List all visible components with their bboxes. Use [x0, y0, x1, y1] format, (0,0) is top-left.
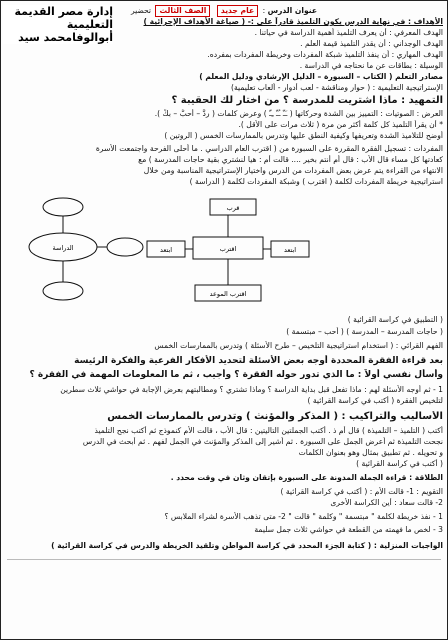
network-center-label: الدراسة	[52, 244, 74, 252]
line-29: 2- قالت سعاد : أين الكراسة الأخرى	[330, 498, 443, 507]
network-node-top	[43, 198, 83, 216]
line-7: التمهيد : ماذا اشتريت للمدرسة ؟ من اختار لك الحقيبة ؟	[171, 95, 443, 106]
lesson-title-value: عام جديد	[217, 5, 258, 17]
line-28: التقويم : 1- قالت الأم : ( أكتب في كراسة القرائية )	[280, 487, 443, 496]
line-0: الأهداف : في نهاية الدرس يكون التلميذ قادراً على :- ( صياغة الأهداف الإجرائية )	[143, 17, 443, 26]
line-23: أكتب ( التلميذ – التلميذة ) قال أم ذ . أكتب الجملتين التاليتين : قال الأب ، قالت الأم كنموذج ثم أكتب نجح التلميذ	[94, 426, 443, 435]
blank-area	[7, 559, 441, 630]
school-stamp	[3, 5, 113, 44]
lesson-title-label: عنوان الدرس	[267, 6, 318, 15]
line-21: لتلخيص الفقرة ( أكتب في كراسة القرائية )	[307, 396, 443, 405]
teacher-label: تحضير	[130, 6, 152, 15]
map-center-label: اقترب	[219, 245, 237, 253]
line-17: الفهم القرائي : ( استخدام استراتيجية التلخيص – طرح الأسئلة ) وتدرس بالممارسات الخمس	[154, 341, 443, 350]
line-8: العرض : الصوتيات : التمييز بين الشدة وحركاتها ( ـَـّ ـُـّ ـِـّ ) وعرض كلمات ( ردَّ – أحبُّ – بكِّ ).	[154, 109, 443, 118]
line-15: ( التطبيق في كراسة القرائية )	[347, 315, 443, 324]
line-6: الإستراتيجية التعليمية : ( حوار ومناقشة - لعب أدوار - ألعاب تعليمية)	[231, 83, 443, 92]
grade-label: الصف الثالث	[155, 5, 210, 17]
line-12: كعادتها كل مساء قال الأب : قال أم أنتم بخير .... قالت أم : هيا لنشتري بقية حاجات المدرسة ) مع	[138, 155, 443, 164]
stamp-line-2: أبوالوفامحمد سيد	[18, 31, 113, 44]
map-bottom-label: اقترب الموعد	[209, 290, 247, 298]
line-5: مصادر التعلم ( الكتاب – السبورة – الدليل الإرشادي ودليل المعلم )	[199, 72, 443, 81]
stamp-line-1: إدارة مصر القديمة التعليمية	[14, 5, 113, 31]
lesson-header: عنوان الدرس : عام جديد الصف الثالث تحضير	[130, 6, 318, 15]
network-node-bottom	[43, 282, 83, 300]
map-top-label: قرب	[226, 204, 240, 212]
line-13: الانتهاء من القراءة يتم عرض بعض المفردات من الدرس واختيار الإستراتيجية المناسبة ومن خلال	[143, 166, 443, 175]
line-2: الهدف الوجداني : أن يقدر التلميذ قيمة العلم .	[300, 39, 443, 48]
line-3: الهدف المهاري : أن ينفذ التلميذ شبكة المفردات وخريطة المفردات بمفرده.	[207, 50, 443, 59]
line-32: الواجبات المنزلية : ( كتابة الجزء المحدد في كراسة المواطن وتلقيد الخريطة والدرس في كراسة القرائية )	[51, 541, 443, 550]
line-24: نجحت التلميذة ثم أعرض الجمل على السبورة . ثم أشير إلى المذكر والمؤنث في الجمل لفهم . ثم أبحث في الدرس	[82, 437, 443, 446]
line-10: أوضح للتلاميذ الشدة وتعريفها وكيفية النطق عليها وتدرس بالممارسات الخمس ( الروتين )	[164, 131, 443, 140]
line-31: 3 - لخص ما فهمته من القطعة في حواشي ثلاث جمل سليمة	[254, 525, 443, 534]
line-22: الأساليب والتراكيب : ( المذكر والمؤنث ) وتدرس بالممارسات الخمس	[107, 411, 443, 422]
line-30: 1 - نفذ خريطة لكلمة " مبتسمة " وكلمة " قالت " 2- متى تذهب الأسرة لشراء الملابس ؟	[164, 512, 443, 521]
line-4: الوسيلة : بطاقات عن ما نحتاجه في الدراسة .	[299, 61, 443, 70]
line-16: ( حاجات المدرسة – المدرسة ) ( أحب – مبتسمة )	[286, 327, 443, 336]
map-right-label: ابتعد	[283, 246, 297, 254]
vocabulary-diagram	[7, 189, 443, 315]
line-14: استراتيجية خريطة المفردات لكلمة ( اقترب ) وشبكة المفردات لكلمة ( الدراسة )	[189, 177, 443, 186]
line-18: بعد قراءة الفقرة المحددة أوجه بعض الأسئلة لتحديد الأفكار الفرعية والفكرة الرئيسة	[74, 356, 443, 366]
line-20: 1 - ثم أوجه الأسئلة لهم : ماذا تفعل قبل بداية الدراسة ؟ وماذا تشتري ؟ ومطالبتهم بعرض الإجابة في حواشي ثلاث سطرين	[60, 385, 443, 394]
line-25: و تحويله . ثم تطبيق بمثال وهو بعنوان الكلمات	[298, 448, 443, 457]
line-1: الهدف المعرفي : أن يعرف التلميذ أهمية الدراسة في حياتنا .	[254, 28, 443, 37]
line-11: المفردات : تسجيل الفقرة المقررة على السبورة من ( اقترب العام الدراسي . ما أحلى الفرحة واجتمعت الأسرة	[95, 144, 443, 153]
line-19: وأسأل نفسي أولاً : ما الذي تدور حوله الفقرة ؟ وأجيب ، ثم ما المعلومات المهمة في الفقرة ؟	[29, 370, 443, 380]
network-node-right	[107, 238, 143, 256]
map-left-label: ابتعد	[159, 246, 173, 254]
line-9: * أن يقرأ التلميذ كل كلمة أكثر من مرة ( ثلاث مرات على الأقل ).	[238, 120, 443, 129]
line-26: ( أكتب في كراسة القرائية )	[356, 459, 443, 468]
line-27: الطلاقة : قراءة الجملة المدونة على السبورة بإتقان وثان في وقت محدد .	[170, 473, 443, 482]
